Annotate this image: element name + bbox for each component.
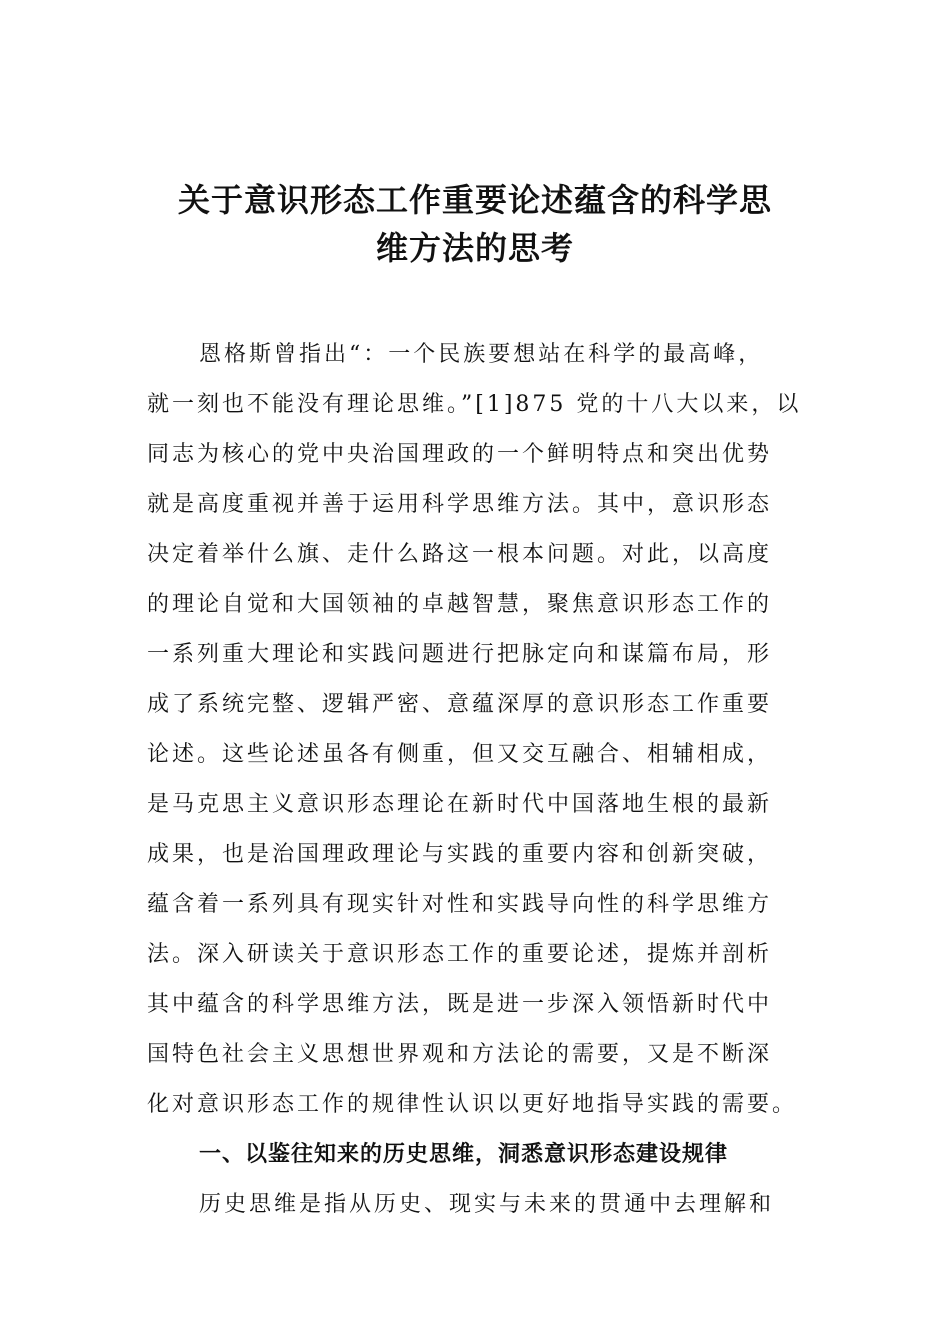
body-line: 就是高度重视并善于运用科学思维方法。其中，意识形态: [147, 492, 773, 517]
body-line: 同志为核心的党中央治国理政的一个鲜明特点和突出优势: [147, 442, 773, 467]
body-line: 就一刻也不能没有理论思维。”[1]875 党的十八大以来，以: [147, 392, 802, 417]
section-first-line: 历史思维是指从历史、现实与未来的贯通中去理解和: [199, 1192, 775, 1217]
body-line: 化对意识形态工作的规律性认识以更好地指导实践的需要。: [147, 1092, 798, 1117]
title-line-1: 关于意识形态工作重要论述蕴含的科学思: [177, 181, 772, 219]
body-line: 蕴含着一系列具有现实针对性和实践导向性的科学思维方: [147, 892, 773, 917]
body-line: 一系列重大理论和实践问题进行把脉定向和谋篇布局，形: [147, 642, 773, 667]
section-heading: 一、以鉴往知来的历史思维，洞悉意识形态建设规律: [199, 1142, 729, 1167]
body-line: 决定着举什么旗、走什么路这一根本问题。对此，以高度: [147, 542, 773, 567]
body-line: 成果，也是治国理政理论与实践的重要内容和创新突破，: [147, 842, 773, 867]
body-line: 是马克思主义意识形态理论在新时代中国落地生根的最新: [147, 792, 773, 817]
body-line: 其中蕴含的科学思维方法，既是进一步深入领悟新时代中: [147, 992, 773, 1017]
body-line: 成了系统完整、逻辑严密、意蕴深厚的意识形态工作重要: [147, 692, 773, 717]
body-line: 国特色社会主义思想世界观和方法论的需要，又是不断深: [147, 1042, 773, 1067]
body-line: 恩格斯曾指出“：一个民族要想站在科学的最高峰，: [199, 342, 764, 367]
body-line: 法。深入研读关于意识形态工作的重要论述，提炼并剖析: [147, 942, 773, 967]
body-line: 的理论自觉和大国领袖的卓越智慧，聚焦意识形态工作的: [147, 592, 773, 617]
title-line-2: 维方法的思考: [375, 229, 574, 267]
document-body: [147, 330, 807, 1230]
body-line: 论述。这些论述虽各有侧重，但又交互融合、相辅相成，: [147, 742, 773, 767]
document-title: [150, 176, 800, 272]
